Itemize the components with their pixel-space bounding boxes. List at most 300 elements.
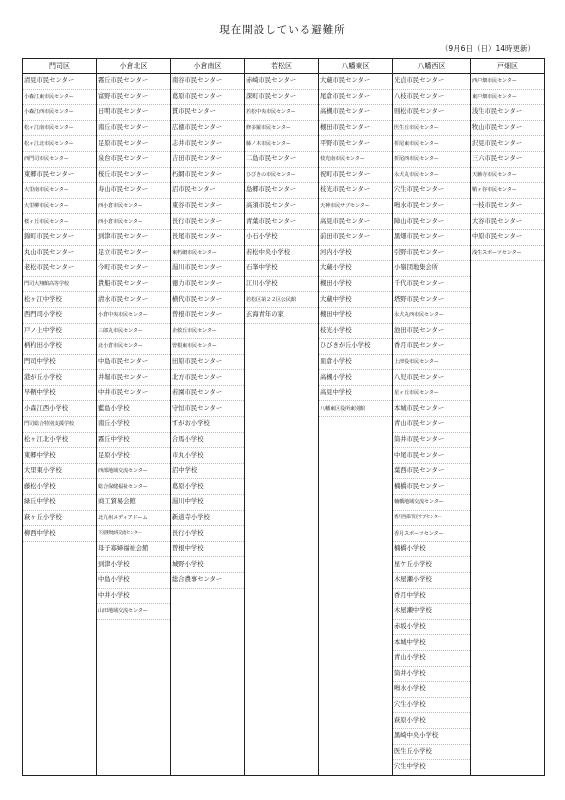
table-row	[23, 495, 545, 511]
shelter-cell: 若松中央小学校	[245, 245, 319, 261]
shelter-cell	[471, 323, 545, 339]
shelter-cell: 守恒市民センター	[171, 401, 245, 417]
table-row	[23, 136, 545, 152]
shelter-cell: 沼中学校	[171, 463, 245, 479]
shelter-cell: 北九州メディアドーム	[97, 510, 171, 526]
shelter-cell	[471, 635, 545, 651]
shelter-cell: 大里東小学校	[23, 463, 97, 479]
table-row	[23, 697, 545, 713]
shelter-cell: 総合保健福祉センター	[97, 479, 171, 495]
shelter-cell: 尾倉市民センター	[319, 89, 393, 105]
shelter-cell	[319, 588, 393, 604]
shelter-cell	[471, 557, 545, 573]
shelter-cell: 南丘小学校	[97, 417, 171, 433]
shelter-cell	[23, 744, 97, 760]
shelter-cell: 鳴水市民センター	[393, 198, 471, 214]
shelter-cell: 香月スポーツセンター	[393, 526, 471, 542]
shelter-cell	[171, 713, 245, 729]
shelter-cell: 上津役市民センター	[393, 354, 471, 370]
shelter-cell: 一枝市民センター	[471, 198, 545, 214]
table-row	[23, 650, 545, 666]
shelter-cell: 江川小学校	[245, 276, 319, 292]
table-row	[23, 261, 545, 277]
shelter-cell: 中井市民センター	[97, 385, 171, 401]
shelter-cell	[319, 666, 393, 682]
shelter-cell: 松ヶ江北小学校	[23, 432, 97, 448]
shelter-cell: すがお小学校	[171, 417, 245, 433]
shelter-cell: 早鞆中学校	[23, 385, 97, 401]
shelter-cell: 萩原小学校	[393, 713, 471, 729]
shelter-cell	[245, 666, 319, 682]
shelter-cell	[23, 557, 97, 573]
shelter-cell: 三郎丸市民センター	[97, 323, 171, 339]
shelter-cell	[245, 728, 319, 744]
shelter-cell: 東谷市民センター	[171, 198, 245, 214]
shelter-cell: 小森江西小学校	[23, 401, 97, 417]
shelter-cell	[471, 573, 545, 589]
ward-header-kokuraminami: 小倉南区	[171, 59, 245, 74]
shelter-cell: 門司総合特別支援学校	[23, 417, 97, 433]
shelter-cell	[245, 682, 319, 698]
shelter-cell	[471, 401, 545, 417]
shelter-cell: 楠橋市民センター	[393, 479, 471, 495]
shelter-cell	[171, 760, 245, 776]
shelter-cell	[97, 728, 171, 744]
shelter-cell: 島郷市民センター	[245, 183, 319, 199]
shelter-cell	[471, 495, 545, 511]
table-row	[23, 448, 545, 464]
shelter-cell: 西門司市民センター	[23, 151, 97, 167]
shelter-cell: 皿倉小学校	[319, 354, 393, 370]
shelter-table	[22, 58, 545, 776]
shelter-cell	[471, 307, 545, 323]
shelter-cell: 湯川中学校	[171, 495, 245, 511]
shelter-cell: 本城市民センター	[393, 401, 471, 417]
shelter-cell	[171, 682, 245, 698]
shelter-cell	[171, 666, 245, 682]
shelter-cell: 若松中央市民センター	[245, 105, 319, 121]
shelter-cell	[23, 588, 97, 604]
ward-header-moji: 門司区	[23, 59, 97, 74]
shelter-cell: 足原市民センター	[97, 136, 171, 152]
shelter-cell: 葉西市民センター	[393, 463, 471, 479]
shelter-cell: 前田市民センター	[319, 229, 393, 245]
shelter-cell: 槻田小学校	[319, 276, 393, 292]
shelter-cell	[319, 682, 393, 698]
shelter-cell: 長尾市民センター	[171, 229, 245, 245]
shelter-cell	[471, 479, 545, 495]
shelter-cell	[245, 370, 319, 386]
shelter-cell	[97, 650, 171, 666]
shelter-cell: 小倉中央市民センター	[97, 307, 171, 323]
shelter-cell	[245, 541, 319, 557]
shelter-cell: 永犬丸市民センター	[393, 167, 471, 183]
document-title: 現在開設している避難所	[219, 24, 346, 36]
shelter-cell: 筒井小学校	[393, 666, 471, 682]
shelter-cell: 南谷市民センター	[171, 74, 245, 90]
shelter-cell: 曽根中学校	[171, 541, 245, 557]
table-row	[23, 401, 545, 417]
shelter-cell	[245, 479, 319, 495]
table-row	[23, 183, 545, 199]
table-row	[23, 74, 545, 90]
shelter-cell	[471, 619, 545, 635]
shelter-cell	[471, 261, 545, 277]
shelter-cell: 玄海青年の家	[245, 307, 319, 323]
shelter-cell: 吉田市民センター	[171, 151, 245, 167]
shelter-cell: 藍島小学校	[97, 401, 171, 417]
shelter-cell: 大里南市民センター	[23, 183, 97, 199]
shelter-cell: 大谷市民センター	[471, 214, 545, 230]
shelter-cell: 赤崎市民センター	[245, 74, 319, 90]
shelter-cell: 足原小学校	[97, 448, 171, 464]
shelter-cell: 港が丘小学校	[23, 370, 97, 386]
table-row	[23, 479, 545, 495]
shelter-cell: 医生丘市民センター	[393, 120, 471, 136]
shelter-cell	[245, 510, 319, 526]
shelter-cell: 高槻小学校	[319, 370, 393, 386]
shelter-cell: 長行小学校	[171, 526, 245, 542]
table-header-row	[23, 59, 545, 74]
shelter-cell: 木屋瀬中学校	[393, 604, 471, 620]
shelter-cell: 鞘ヶ谷市民センター	[471, 183, 545, 199]
shelter-cell: 藤ノ木市民センター	[245, 136, 319, 152]
shelter-cell	[319, 697, 393, 713]
shelter-cell: 石峯中学校	[245, 261, 319, 277]
shelter-cell	[97, 697, 171, 713]
shelter-cell: 松ヶ江中学校	[23, 292, 97, 308]
shelter-cell: 東郷市民センター	[23, 167, 97, 183]
shelter-cell	[471, 339, 545, 355]
shelter-cell	[245, 604, 319, 620]
shelter-cell: 黒崎中央小学校	[393, 728, 471, 744]
shelter-cell: 永犬丸西市民センター	[393, 307, 471, 323]
table-row	[23, 682, 545, 698]
shelter-cell	[245, 713, 319, 729]
shelter-cell: 寿山市民センター	[97, 183, 171, 199]
shelter-cell	[471, 697, 545, 713]
shelter-cell	[23, 682, 97, 698]
shelter-cell: 修多羅市民センター	[245, 120, 319, 136]
shelter-cell: 枝光南市民センター	[319, 151, 393, 167]
table-row	[23, 619, 545, 635]
shelter-cell	[23, 650, 97, 666]
shelter-cell: 朽網市民センター	[171, 167, 245, 183]
shelter-cell	[471, 604, 545, 620]
shelter-cell: 若園市民センター	[171, 385, 245, 401]
shelter-cell: 穴生市民センター	[393, 183, 471, 199]
shelter-cell: 到津市民センター	[97, 229, 171, 245]
shelter-cell: 枝光市民センター	[319, 183, 393, 199]
shelter-cell: 八枝市民センター	[393, 89, 471, 105]
shelter-cell: 塔野市民センター	[393, 292, 471, 308]
shelter-cell: 八児市民センター	[393, 370, 471, 386]
shelter-cell	[23, 619, 97, 635]
shelter-cell: 香月西部市民サブセンター	[393, 510, 471, 526]
table-row	[23, 245, 545, 261]
shelter-cell: 葛原市民センター	[171, 89, 245, 105]
shelter-cell	[171, 697, 245, 713]
shelter-cell: 西戸畑市民センター	[471, 74, 545, 90]
shelter-cell: 平野市民センター	[319, 136, 393, 152]
shelter-cell	[471, 728, 545, 744]
shelter-cell: 志井市民センター	[171, 136, 245, 152]
shelter-cell: 青山市民センター	[393, 417, 471, 433]
ward-header-tobata: 戸畑区	[471, 59, 545, 74]
shelter-cell: 松ヶ江北市民センター	[23, 136, 97, 152]
shelter-cell: 鳴水小学校	[393, 682, 471, 698]
shelter-cell	[245, 650, 319, 666]
shelter-cell: 曽根東市民センター	[171, 339, 245, 355]
shelter-cell: 企救丘市民センター	[171, 323, 245, 339]
shelter-cell: 三六市民センター	[471, 151, 545, 167]
shelter-cell	[245, 495, 319, 511]
shelter-cell: 天籟寺市民センター	[471, 167, 545, 183]
shelter-cell	[319, 510, 393, 526]
table-row	[23, 604, 545, 620]
shelter-cell: 引野市民センター	[393, 245, 471, 261]
shelter-cell	[319, 744, 393, 760]
shelter-cell: ひびきの市民センター	[245, 167, 319, 183]
table-row	[23, 713, 545, 729]
shelter-cell: 貫市民センター	[171, 105, 245, 121]
shelter-cell: 緑丘中学校	[23, 495, 97, 511]
shelter-cell	[245, 448, 319, 464]
table-row	[23, 151, 545, 167]
shelter-cell	[319, 573, 393, 589]
shelter-cell: 下富野地域交流センター	[97, 526, 171, 542]
shelter-cell: 市丸小学校	[171, 448, 245, 464]
shelter-cell	[171, 604, 245, 620]
shelter-cell: 井堀市民センター	[97, 370, 171, 386]
shelter-cell: 柄杓田小学校	[23, 339, 97, 355]
shelter-cell: 霧丘市民センター	[97, 74, 171, 90]
shelter-cell: 東戸畑市民センター	[471, 89, 545, 105]
shelter-cell: 本城中学校	[393, 635, 471, 651]
shelter-cell: 二島市民センター	[245, 151, 319, 167]
shelter-cell	[319, 760, 393, 776]
shelter-cell	[97, 744, 171, 760]
shelter-cell	[319, 495, 393, 511]
shelter-cell: 東郷中学校	[23, 448, 97, 464]
shelter-cell: 中原市民センター	[471, 229, 545, 245]
shelter-cell: 小森江西市民センター	[23, 105, 97, 121]
shelter-cell: 萩ヶ丘小学校	[23, 510, 97, 526]
shelter-cell: 横代市民センター	[171, 292, 245, 308]
shelter-cell: 貴船市民センター	[97, 276, 171, 292]
shelter-cell	[319, 526, 393, 542]
table-row	[23, 229, 545, 245]
table-row	[23, 417, 545, 433]
shelter-cell	[245, 385, 319, 401]
table-row	[23, 292, 545, 308]
shelter-cell: 西部地域交流センター	[97, 463, 171, 479]
shelter-cell: 折尾東市民センター	[393, 136, 471, 152]
shelter-cell: 門司中学校	[23, 354, 97, 370]
shelter-cell: 中尾市民センター	[393, 448, 471, 464]
shelter-cell	[319, 541, 393, 557]
shelter-cell	[471, 385, 545, 401]
shelter-cell	[171, 588, 245, 604]
shelter-cell: 中島市民センター	[97, 354, 171, 370]
shelter-cell	[319, 417, 393, 433]
shelter-cell	[471, 417, 545, 433]
ward-header-yahatanishi: 八幡西区	[393, 59, 471, 74]
shelter-cell: 黒畑市民センター	[393, 229, 471, 245]
shelter-cell: 楠橋地域交流センター	[393, 495, 471, 511]
shelter-cell	[471, 682, 545, 698]
shelter-cell: 穴生小学校	[393, 697, 471, 713]
shelter-cell: 深町市民センター	[245, 89, 319, 105]
shelter-cell	[471, 354, 545, 370]
ward-header-kokurakita: 小倉北区	[97, 59, 171, 74]
shelter-cell	[245, 588, 319, 604]
table-row	[23, 323, 545, 339]
table-row	[23, 370, 545, 386]
shelter-cell: 東朽網市民センター	[171, 245, 245, 261]
shelter-cell: 藤松小学校	[23, 479, 97, 495]
shelter-cell: 葛原小学校	[171, 479, 245, 495]
shelter-cell	[245, 526, 319, 542]
shelter-cell	[23, 604, 97, 620]
shelter-cell	[245, 339, 319, 355]
shelter-cell: 戸ノ上中学校	[23, 323, 97, 339]
shelter-cell: 田原市民センター	[171, 354, 245, 370]
shelter-cell: 中井小学校	[97, 588, 171, 604]
shelter-cell: 合馬小学校	[171, 432, 245, 448]
shelter-cell: 広徳市民センター	[171, 120, 245, 136]
shelter-cell	[97, 713, 171, 729]
shelter-cell	[245, 354, 319, 370]
shelter-cell: 浅生市民センター	[471, 105, 545, 121]
shelter-cell: 星ヶ丘市民センター	[393, 385, 471, 401]
shelter-cell	[319, 619, 393, 635]
shelter-cell: 清水市民センター	[97, 292, 171, 308]
shelter-cell: 徳力市民センター	[171, 276, 245, 292]
table-row	[23, 105, 545, 121]
shelter-cell	[319, 463, 393, 479]
shelter-cell	[471, 760, 545, 776]
shelter-cell	[319, 728, 393, 744]
shelter-cell: 八幡東区役所東別館	[319, 401, 393, 417]
shelter-cell: 清見市民センター	[23, 74, 97, 90]
shelter-cell: 西門司小学校	[23, 307, 97, 323]
shelter-cell	[471, 432, 545, 448]
shelter-cell	[23, 666, 97, 682]
shelter-cell: 沼市民センター	[171, 183, 245, 199]
shelter-cell	[471, 541, 545, 557]
shelter-cell: 門司大翔館高等学校	[23, 276, 97, 292]
shelter-cell: 医生丘小学校	[393, 744, 471, 760]
table-row	[23, 728, 545, 744]
table-row	[23, 573, 545, 589]
table-row	[23, 760, 545, 776]
shelter-cell: 光貞市民センター	[393, 74, 471, 90]
shelter-cell: 山田地域交流センター	[97, 604, 171, 620]
table-row	[23, 588, 545, 604]
shelter-cell: 大里柳市民センター	[23, 198, 97, 214]
ward-header-yahatahigashi: 八幡東区	[319, 59, 393, 74]
shelter-cell	[245, 432, 319, 448]
table-row	[23, 89, 545, 105]
shelter-cell	[319, 713, 393, 729]
shelter-cell	[245, 697, 319, 713]
shelter-cell	[23, 760, 97, 776]
shelter-cell: 泉台市民センター	[97, 151, 171, 167]
shelter-cell: 楠橋小学校	[393, 541, 471, 557]
shelter-cell: 香月市民センター	[393, 339, 471, 355]
table-row	[23, 666, 545, 682]
shelter-cell: 則松市民センター	[393, 105, 471, 121]
ward-header-wakamatsu: 若松区	[245, 59, 319, 74]
shelter-cell	[471, 463, 545, 479]
shelter-cell: 新道寺小学校	[171, 510, 245, 526]
shelter-cell	[171, 728, 245, 744]
shelter-cell: 高槻市民センター	[319, 105, 393, 121]
shelter-cell	[23, 713, 97, 729]
shelter-cell	[319, 604, 393, 620]
shelter-cell	[23, 728, 97, 744]
shelter-cell: 西小倉市民センター	[97, 198, 171, 214]
shelter-cell: 桜丘市民センター	[97, 167, 171, 183]
shelter-cell	[171, 744, 245, 760]
shelter-cell: 枝光小学校	[319, 323, 393, 339]
table-row	[23, 385, 545, 401]
shelter-cell	[245, 401, 319, 417]
shelter-cell	[245, 323, 319, 339]
shelter-cell: 日明市民センター	[97, 105, 171, 121]
shelter-cell: 富野市民センター	[97, 89, 171, 105]
shelter-cell: 槻田市民センター	[319, 120, 393, 136]
shelter-cell: 湯川市民センター	[171, 261, 245, 277]
shelter-cell: 小嶺団地集会所	[393, 261, 471, 277]
shelter-cell	[319, 448, 393, 464]
shelter-cell	[319, 479, 393, 495]
shelter-cell: 河内小学校	[319, 245, 393, 261]
shelter-cell: 槻田中学校	[319, 307, 393, 323]
shelter-cell	[245, 619, 319, 635]
shelter-cell	[23, 541, 97, 557]
shelter-cell	[171, 650, 245, 666]
shelter-cell: 青山小学校	[393, 650, 471, 666]
shelter-cell	[245, 463, 319, 479]
table-row	[23, 432, 545, 448]
shelter-cell: 西小倉市民センター	[97, 214, 171, 230]
shelter-cell: 長行市民センター	[171, 214, 245, 230]
shelter-cell: 総合農事センター	[171, 573, 245, 589]
shelter-cell	[471, 650, 545, 666]
shelter-cell: 中島小学校	[97, 573, 171, 589]
shelter-cell	[97, 760, 171, 776]
shelter-cell: 南丘市民センター	[97, 120, 171, 136]
table-row	[23, 510, 545, 526]
shelter-cell: 大蔵中学校	[319, 292, 393, 308]
table-row	[23, 198, 545, 214]
shelter-cell: 桜ヶ丘市民センター	[23, 214, 97, 230]
shelter-cell: 小森江東市民センター	[23, 89, 97, 105]
shelter-cell: 小石小学校	[245, 229, 319, 245]
shelter-cell	[97, 666, 171, 682]
table-row	[23, 557, 545, 573]
shelter-cell: 浅生スポーツセンター	[471, 245, 545, 261]
table-row	[23, 276, 545, 292]
shelter-cell: 霧丘中学校	[97, 432, 171, 448]
shelter-cell: 丸山市民センター	[23, 245, 97, 261]
shelter-cell	[171, 635, 245, 651]
shelter-cell	[23, 635, 97, 651]
shelter-cell	[471, 292, 545, 308]
shelter-cell: 北小倉市民センター	[97, 339, 171, 355]
